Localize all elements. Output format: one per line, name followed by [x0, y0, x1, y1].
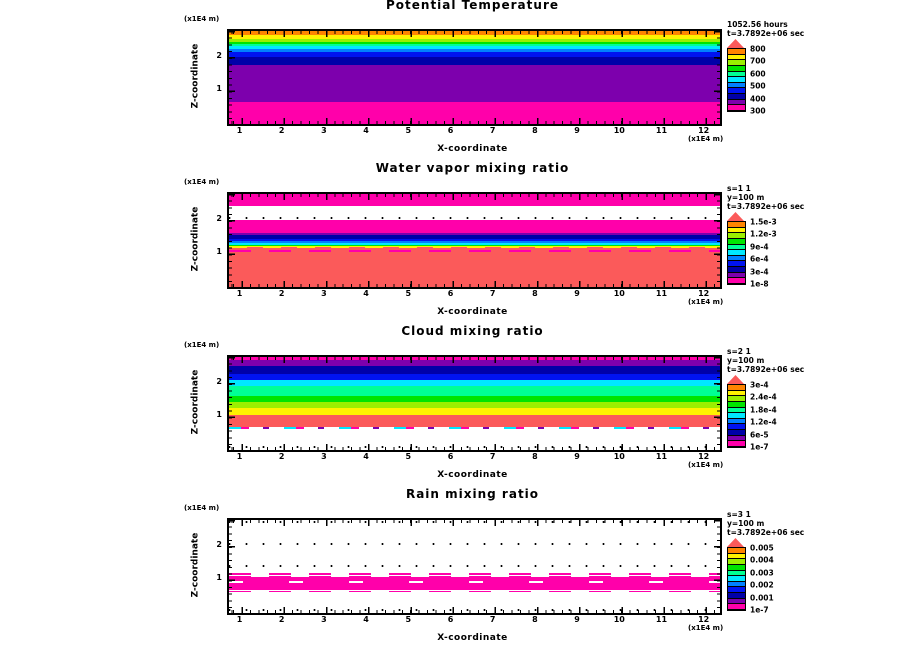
- colorbar-tick-label: 0.001: [750, 593, 774, 603]
- y-major-ticks: [714, 357, 720, 450]
- legend-header-line: s=1 1: [727, 184, 751, 193]
- colorbar-tick-label: 1.2e-3: [750, 229, 777, 239]
- panel-title: Cloud mixing ratio: [401, 324, 544, 338]
- x-tick-label: 12: [698, 452, 710, 461]
- legend-header-line: y=100 m: [727, 193, 765, 202]
- y-major-ticks: [229, 31, 235, 124]
- x-major-ticks: [229, 281, 720, 287]
- colorbar-tick-label: 300: [750, 106, 766, 116]
- y-axis-unit-label: (x1E4 m): [184, 178, 220, 186]
- x-tick-label: 6: [447, 615, 454, 624]
- colorbar-tick-label: 3e-4: [750, 380, 769, 390]
- x-tick-label: 3: [321, 126, 327, 135]
- x-tick-label: 3: [321, 452, 327, 461]
- x-tick-label: 9: [574, 289, 580, 298]
- y-axis-label-wrap: [188, 518, 202, 611]
- contour-overlay-white-dashes: [229, 581, 720, 583]
- y-axis-label-wrap: [188, 355, 202, 448]
- x-axis-label: X-coordinate: [437, 470, 508, 480]
- y-major-ticks: [229, 520, 235, 613]
- x-tick-label: 4: [363, 615, 369, 624]
- x-axis-unit-label: (x1E4 m): [688, 624, 724, 632]
- colorbar-tick-label: 6e-5: [750, 430, 769, 440]
- x-tick-label: 7: [489, 615, 496, 624]
- plot-area: [227, 518, 722, 615]
- x-major-ticks: [229, 194, 720, 200]
- x-tick-label: 5: [405, 615, 412, 624]
- x-tick-label: 11: [655, 615, 668, 624]
- contour-band-magenta: [229, 220, 720, 233]
- x-tick-label: 8: [532, 452, 538, 461]
- x-tick-label: 11: [655, 452, 668, 461]
- colorbar-tick-label: 3e-4: [750, 267, 769, 277]
- legend-header-line: t=3.7892e+06 sec: [727, 29, 805, 38]
- colorbar-legend: [727, 184, 877, 289]
- chart-panel: [0, 489, 904, 652]
- contour-band-spring: [229, 386, 720, 396]
- panel-title: Rain mixing ratio: [405, 487, 540, 501]
- legend-header-line: 1052.56 hours: [727, 20, 788, 29]
- contour-bands: [229, 357, 720, 450]
- x-tick-label: 2: [278, 289, 285, 298]
- y-axis-unit-label: (x1E4 m): [184, 15, 220, 23]
- legend-header-line: y=100 m: [727, 519, 765, 528]
- x-tick-label: 7: [489, 126, 496, 135]
- y-tick-label: 1: [216, 84, 222, 93]
- colorbar-tick-label: 0.002: [750, 580, 774, 590]
- x-tick-label: 8: [532, 126, 538, 135]
- colorbar-tick-label: 1e-7: [750, 442, 769, 452]
- contour-bands: [229, 194, 720, 287]
- x-axis-unit-label: (x1E4 m): [688, 135, 724, 143]
- y-axis-label: Z-coordinate: [190, 369, 201, 434]
- x-tick-label: 3: [321, 615, 327, 624]
- x-tick-label: 10: [613, 126, 625, 135]
- contour-band-navy: [229, 57, 720, 65]
- contour-band-white: [229, 206, 720, 220]
- plot-area: [227, 355, 722, 452]
- x-tick-label: 12: [698, 615, 710, 624]
- colorbar-legend: [727, 510, 877, 615]
- colorbar: [727, 217, 777, 289]
- y-tick-label: 1: [216, 410, 222, 419]
- x-tick-label: 4: [363, 289, 369, 298]
- x-tick-label: 6: [447, 452, 454, 461]
- x-tick-label: 1: [236, 289, 243, 298]
- colorbar-band-magenta: [728, 441, 745, 447]
- plot-area: [227, 29, 722, 126]
- contour-band-navy: [229, 366, 720, 374]
- chart-panel: [0, 326, 904, 489]
- contour-band-white: [229, 520, 720, 577]
- panel-title: Potential Temperature: [385, 0, 559, 12]
- legend-header-line: t=3.7892e+06 sec: [727, 528, 805, 537]
- x-tick-label: 1: [236, 126, 243, 135]
- legend-header-line: t=3.7892e+06 sec: [727, 365, 805, 374]
- x-axis-label: X-coordinate: [437, 144, 508, 154]
- x-tick-label: 1: [236, 615, 243, 624]
- y-major-ticks: [714, 520, 720, 613]
- y-axis-label-wrap: [188, 29, 202, 122]
- x-tick-label: 10: [613, 289, 625, 298]
- x-major-ticks: [229, 31, 720, 37]
- colorbar-tick-label: 6e-4: [750, 254, 769, 264]
- x-tick-label: 2: [278, 126, 285, 135]
- x-axis-label: X-coordinate: [437, 633, 508, 643]
- x-tick-label: 11: [655, 126, 668, 135]
- x-major-ticks: [229, 444, 720, 450]
- x-tick-label: 12: [698, 289, 710, 298]
- colorbar-tick-label: 500: [750, 81, 766, 91]
- colorbar-band-magenta: [728, 105, 745, 111]
- y-axis-unit-label: (x1E4 m): [184, 341, 220, 349]
- x-tick-label: 2: [278, 452, 285, 461]
- y-major-ticks: [229, 194, 235, 287]
- x-tick-label: 5: [405, 126, 412, 135]
- x-tick-label: 9: [574, 615, 580, 624]
- colorbar-tick-label: 700: [750, 56, 766, 66]
- x-major-ticks: [229, 607, 720, 613]
- y-axis-label: Z-coordinate: [190, 206, 201, 271]
- chart-panel: [0, 163, 904, 326]
- y-tick-label: 2: [216, 214, 222, 223]
- panel-title: Water vapor mixing ratio: [375, 161, 570, 175]
- y-axis-unit-label: (x1E4 m): [184, 504, 220, 512]
- colorbar-band-magenta: [728, 278, 745, 284]
- x-tick-label: 6: [447, 126, 454, 135]
- x-axis-label: X-coordinate: [437, 307, 508, 317]
- colorbar-over-range-triangle: [727, 375, 744, 384]
- x-tick-label: 7: [489, 289, 496, 298]
- x-tick-label: 12: [698, 126, 710, 135]
- colorbar: [727, 380, 777, 452]
- x-tick-label: 4: [363, 126, 369, 135]
- y-axis-label: Z-coordinate: [190, 43, 201, 108]
- x-tick-label: 11: [655, 289, 668, 298]
- x-axis-unit-label: (x1E4 m): [688, 461, 724, 469]
- colorbar-tick-label: 400: [750, 94, 766, 104]
- x-tick-label: 4: [363, 452, 369, 461]
- y-tick-label: 2: [216, 540, 222, 549]
- legend-header-line: s=2 1: [727, 347, 751, 356]
- x-tick-label: 9: [574, 126, 580, 135]
- y-major-ticks: [714, 31, 720, 124]
- colorbar-band-magenta: [728, 604, 745, 610]
- colorbar-tick-label: 1.2e-4: [750, 417, 777, 427]
- x-tick-label: 1: [236, 452, 243, 461]
- colorbar-tick-label: 2.4e-4: [750, 392, 777, 402]
- y-axis-label-wrap: [188, 192, 202, 285]
- colorbar-tick-label: 0.005: [750, 543, 774, 553]
- colorbar-tick-label: 0.003: [750, 568, 774, 578]
- plot-area: [227, 192, 722, 289]
- x-tick-label: 3: [321, 289, 327, 298]
- x-major-ticks: [229, 357, 720, 363]
- colorbar: [727, 44, 766, 116]
- colorbar-tick-label: 1.5e-3: [750, 217, 777, 227]
- x-axis-unit-label: (x1E4 m): [688, 298, 724, 306]
- contour-overlay-magenta-dashes: [229, 576, 720, 578]
- x-tick-label: 7: [489, 452, 496, 461]
- legend-header-line: y=100 m: [727, 356, 765, 365]
- colorbar-over-range-triangle: [727, 39, 744, 48]
- chart-panel: [0, 0, 904, 163]
- contour-band-yellow: [229, 408, 720, 415]
- x-tick-label: 8: [532, 289, 538, 298]
- colorbar-tick-label: 1.8e-4: [750, 405, 777, 415]
- x-tick-label: 5: [405, 289, 412, 298]
- y-major-ticks: [229, 357, 235, 450]
- x-tick-label: 2: [278, 615, 285, 624]
- colorbar-tick-label: 1e-7: [750, 605, 769, 615]
- x-tick-label: 5: [405, 452, 412, 461]
- contour-overlay-mix-dashes: [229, 427, 720, 429]
- x-tick-label: 8: [532, 615, 538, 624]
- contour-overlay-yellow-dashes: [229, 246, 720, 248]
- y-tick-label: 1: [216, 247, 222, 256]
- colorbar-over-range-triangle: [727, 538, 744, 547]
- colorbar-tick-label: 1e-8: [750, 279, 769, 289]
- legend-header-line: s=3 1: [727, 510, 751, 519]
- colorbar-tick-label: 600: [750, 69, 766, 79]
- y-tick-label: 2: [216, 51, 222, 60]
- x-tick-label: 10: [613, 615, 625, 624]
- x-tick-label: 6: [447, 289, 454, 298]
- x-tick-label: 10: [613, 452, 625, 461]
- legend-header-line: t=3.7892e+06 sec: [727, 202, 805, 211]
- contour-band-purple: [229, 65, 720, 102]
- contour-bands: [229, 520, 720, 613]
- x-major-ticks: [229, 118, 720, 124]
- y-major-ticks: [714, 194, 720, 287]
- colorbar-tick-label: 0.004: [750, 555, 774, 565]
- contour-band-salmon: [229, 415, 720, 427]
- contour-bands: [229, 31, 720, 124]
- y-axis-label: Z-coordinate: [190, 532, 201, 597]
- x-major-ticks: [229, 520, 720, 526]
- colorbar-legend: [727, 347, 877, 452]
- colorbar-legend: [727, 20, 877, 116]
- colorbar-over-range-triangle: [727, 212, 744, 221]
- contour-overlay-magenta-dashes: [229, 250, 720, 252]
- colorbar-tick-label: 800: [750, 44, 766, 54]
- x-tick-label: 9: [574, 452, 580, 461]
- colorbar-tick-label: 9e-4: [750, 242, 769, 252]
- colorbar: [727, 543, 774, 615]
- y-tick-label: 2: [216, 377, 222, 386]
- y-tick-label: 1: [216, 573, 222, 582]
- contour-overlay-magenta-dashes: [229, 591, 720, 593]
